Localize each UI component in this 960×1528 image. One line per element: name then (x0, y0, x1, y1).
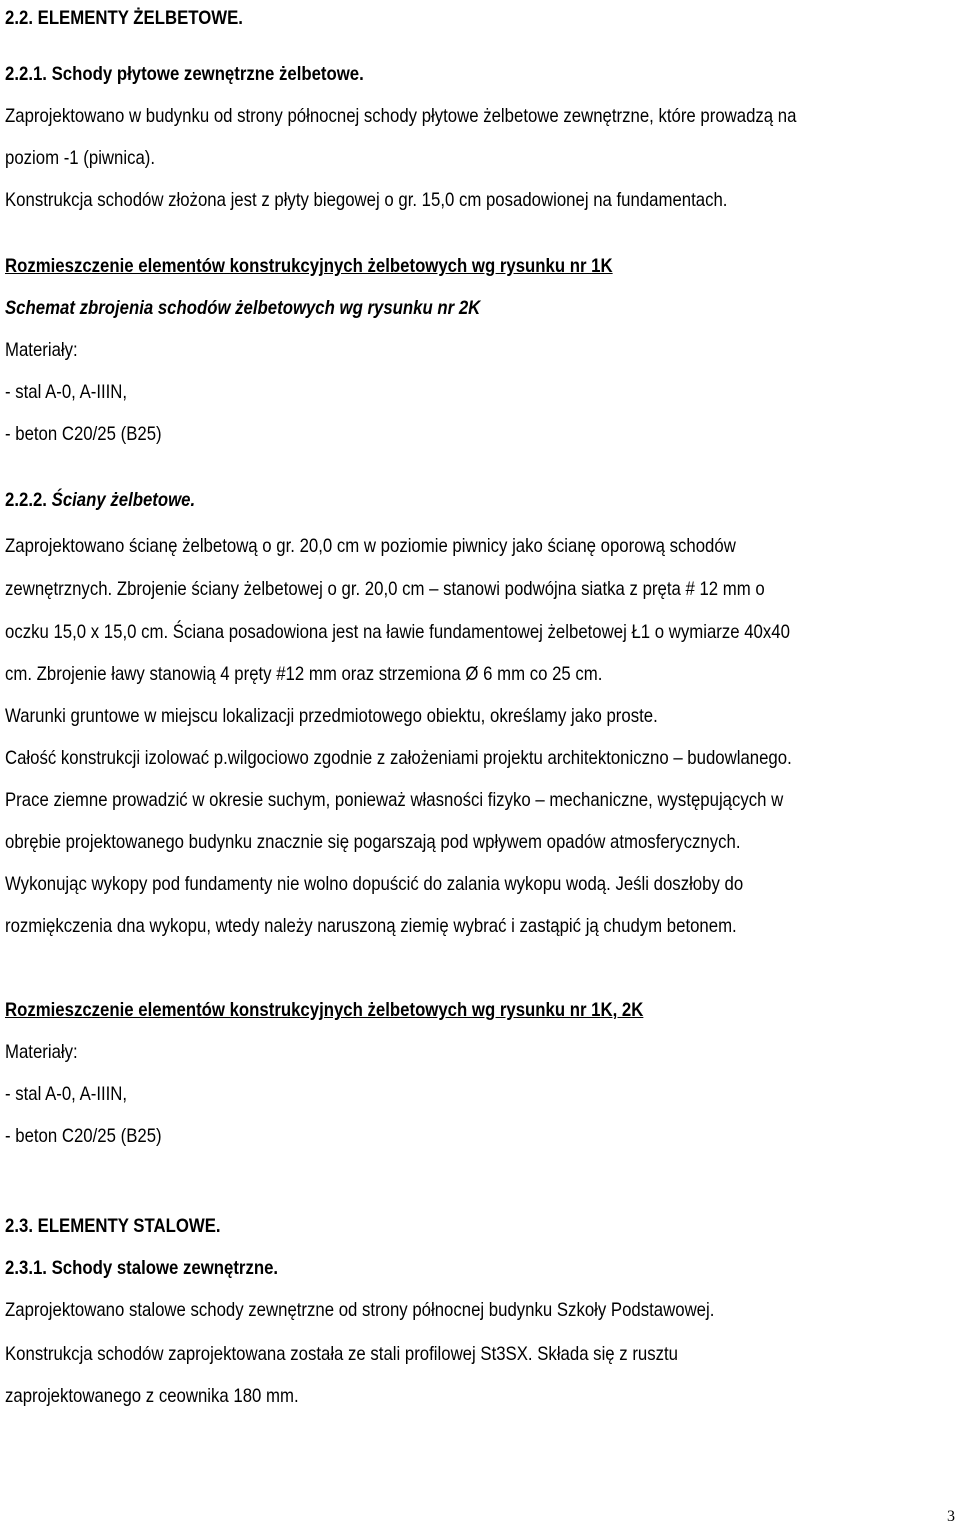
material-concrete: - beton C20/25 (B25) (5, 423, 162, 445)
drawing-reference-1k-2k: Rozmieszczenie elementów konstrukcyjnych żelbetowych wg rysunku nr 1K, 2K (5, 999, 644, 1021)
page-number: 3 (947, 1508, 955, 1525)
material-concrete: - beton C20/25 (B25) (5, 1125, 162, 1147)
heading-2-2: 2.2. ELEMENTY ŻELBETOWE. (5, 7, 243, 29)
materials-label: Materiały: (5, 1041, 78, 1063)
heading-2-2-2 (5, 488, 195, 512)
material-steel: - stal A-0, A-IIIN, (5, 1083, 128, 1105)
heading-2-2-1: 2.2.1. Schody płytowe zewnętrzne żelbetowe. (5, 63, 364, 85)
material-steel: - stal A-0, A-IIIN, (5, 381, 128, 403)
heading-title: Ściany żelbetowe. (51, 489, 196, 511)
heading-2-3-1: 2.3.1. Schody stalowe zewnętrzne. (5, 1257, 279, 1279)
heading-number: 2.2.2. (5, 489, 47, 511)
paragraph-line: rozmiękczenia dna wykopu, wtedy należy naruszoną ziemię wybrać i zastąpić ją chudym betonem. (5, 915, 737, 937)
paragraph-line: Całość konstrukcji izolować p.wilgociowo zgodnie z założeniami projektu architektoniczno – budowlanego. (5, 747, 792, 769)
materials-label: Materiały: (5, 339, 78, 361)
paragraph-line: Zaprojektowano ścianę żelbetową o gr. 20,0 cm w poziomie piwnicy jako ścianę oporową schodów (5, 535, 736, 557)
heading-2-3: 2.3. ELEMENTY STALOWE. (5, 1215, 221, 1237)
reinforcement-scheme-reference: Schemat zbrojenia schodów żelbetowych wg rysunku nr 2K (5, 297, 481, 319)
paragraph-line: zaprojektowanego z ceownika 180 mm. (5, 1385, 299, 1407)
paragraph-line: Konstrukcja schodów złożona jest z płyty biegowej o gr. 15,0 cm posadowionej na fundamentach. (5, 189, 728, 211)
drawing-reference-1k: Rozmieszczenie elementów konstrukcyjnych żelbetowych wg rysunku nr 1K (5, 255, 613, 277)
paragraph-line: Zaprojektowano stalowe schody zewnętrzne od strony północnej budynku Szkoły Podstawowej. (5, 1299, 715, 1321)
paragraph-line: oczku 15,0 x 15,0 cm. Ściana posadowiona jest na ławie fundamentowej żelbetowej Ł1 o wymiarze 40x40 (5, 621, 790, 643)
paragraph-line: Wykonując wykopy pod fundamenty nie wolno dopuścić do zalania wykopu wodą. Jeśli doszłoby do (5, 873, 744, 895)
paragraph-line: obrębie projektowanego budynku znacznie się pogarszają pod wpływem opadów atmosferycznych. (5, 831, 741, 853)
paragraph-line: Konstrukcja schodów zaprojektowana została ze stali profilowej St3SX. Składa się z rusztu (5, 1343, 679, 1365)
paragraph-line: Zaprojektowano w budynku od strony północnej schody płytowe żelbetowe zewnętrzne, które prowadzą na (5, 105, 797, 127)
paragraph-line: Prace ziemne prowadzić w okresie suchym, ponieważ własności fizyko – mechaniczne, występujących w (5, 789, 784, 811)
paragraph-line: Warunki gruntowe w miejscu lokalizacji przedmiotowego obiektu, określamy jako proste. (5, 705, 658, 727)
paragraph-line: zewnętrznych. Zbrojenie ściany żelbetowej o gr. 20,0 cm – stanowi podwójna siatka z pręta # 12 mm o (5, 578, 765, 600)
paragraph-line: cm. Zbrojenie ławy stanowią 4 pręty #12 mm oraz strzemiona Ø 6 mm co 25 cm. (5, 663, 603, 685)
paragraph-line: poziom -1 (piwnica). (5, 147, 156, 169)
